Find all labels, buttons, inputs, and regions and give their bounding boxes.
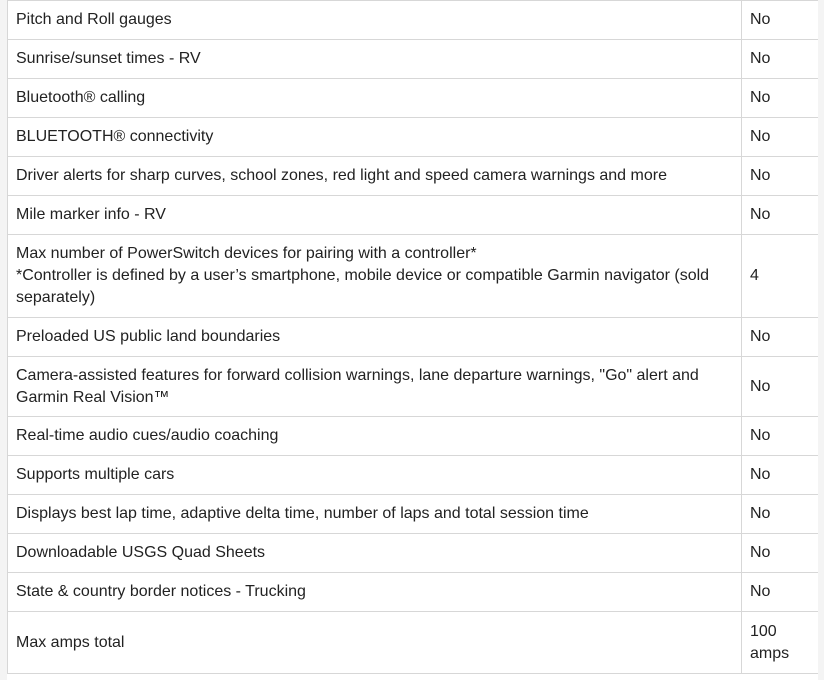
feature-cell: State & country border notices - Trucking xyxy=(8,573,742,612)
table-row xyxy=(8,612,819,674)
spec-table-container xyxy=(7,0,818,680)
value-cell: No xyxy=(742,573,819,612)
table-row xyxy=(8,40,819,79)
feature-cell: Pitch and Roll gauges xyxy=(8,1,742,40)
feature-cell: Preloaded US public land boundaries xyxy=(8,318,742,357)
feature-cell: Displays best lap time, adaptive delta time, number of laps and total session time xyxy=(8,495,742,534)
table-row xyxy=(8,495,819,534)
value-cell: No xyxy=(742,357,819,417)
table-row xyxy=(8,196,819,235)
value-cell: No xyxy=(742,196,819,235)
value-cell: No xyxy=(742,40,819,79)
feature-cell: Real-time audio cues/audio coaching xyxy=(8,417,742,456)
feature-line: Max number of PowerSwitch devices for pairing with a controller* xyxy=(16,245,477,262)
table-row xyxy=(8,157,819,196)
feature-footnote: *Controller is defined by a user’s smartphone, mobile device or compatible Garmin navigator (sold separately) xyxy=(16,267,710,306)
feature-cell: Max amps total xyxy=(8,612,742,674)
feature-cell xyxy=(8,235,742,318)
table-row xyxy=(8,1,819,40)
table-row xyxy=(8,318,819,357)
table-row xyxy=(8,456,819,495)
feature-cell: Downloadable USGS Quad Sheets xyxy=(8,534,742,573)
table-row xyxy=(8,417,819,456)
value-cell: No xyxy=(742,1,819,40)
table-row xyxy=(8,357,819,417)
feature-cell: Driver alerts for sharp curves, school zones, red light and speed camera warnings and more xyxy=(8,157,742,196)
table-row xyxy=(8,573,819,612)
table-row xyxy=(8,534,819,573)
value-cell: No xyxy=(742,495,819,534)
spec-comparison-table xyxy=(7,0,818,674)
value-cell: No xyxy=(742,456,819,495)
feature-cell: BLUETOOTH® connectivity xyxy=(8,118,742,157)
feature-cell: Bluetooth® calling xyxy=(8,79,742,118)
value-cell: No xyxy=(742,534,819,573)
value-cell: No xyxy=(742,79,819,118)
value-cell: No xyxy=(742,157,819,196)
table-row xyxy=(8,79,819,118)
value-cell: 4 xyxy=(742,235,819,318)
feature-cell: Sunrise/sunset times - RV xyxy=(8,40,742,79)
value-cell: 100 amps xyxy=(742,612,819,674)
feature-cell: Mile marker info - RV xyxy=(8,196,742,235)
feature-cell: Supports multiple cars xyxy=(8,456,742,495)
table-row xyxy=(8,235,819,318)
value-cell: No xyxy=(742,417,819,456)
value-cell: No xyxy=(742,118,819,157)
table-row xyxy=(8,118,819,157)
value-cell: No xyxy=(742,318,819,357)
feature-cell: Camera-assisted features for forward collision warnings, lane departure warnings, "Go" alert and Garmin Real Vision™ xyxy=(8,357,742,417)
